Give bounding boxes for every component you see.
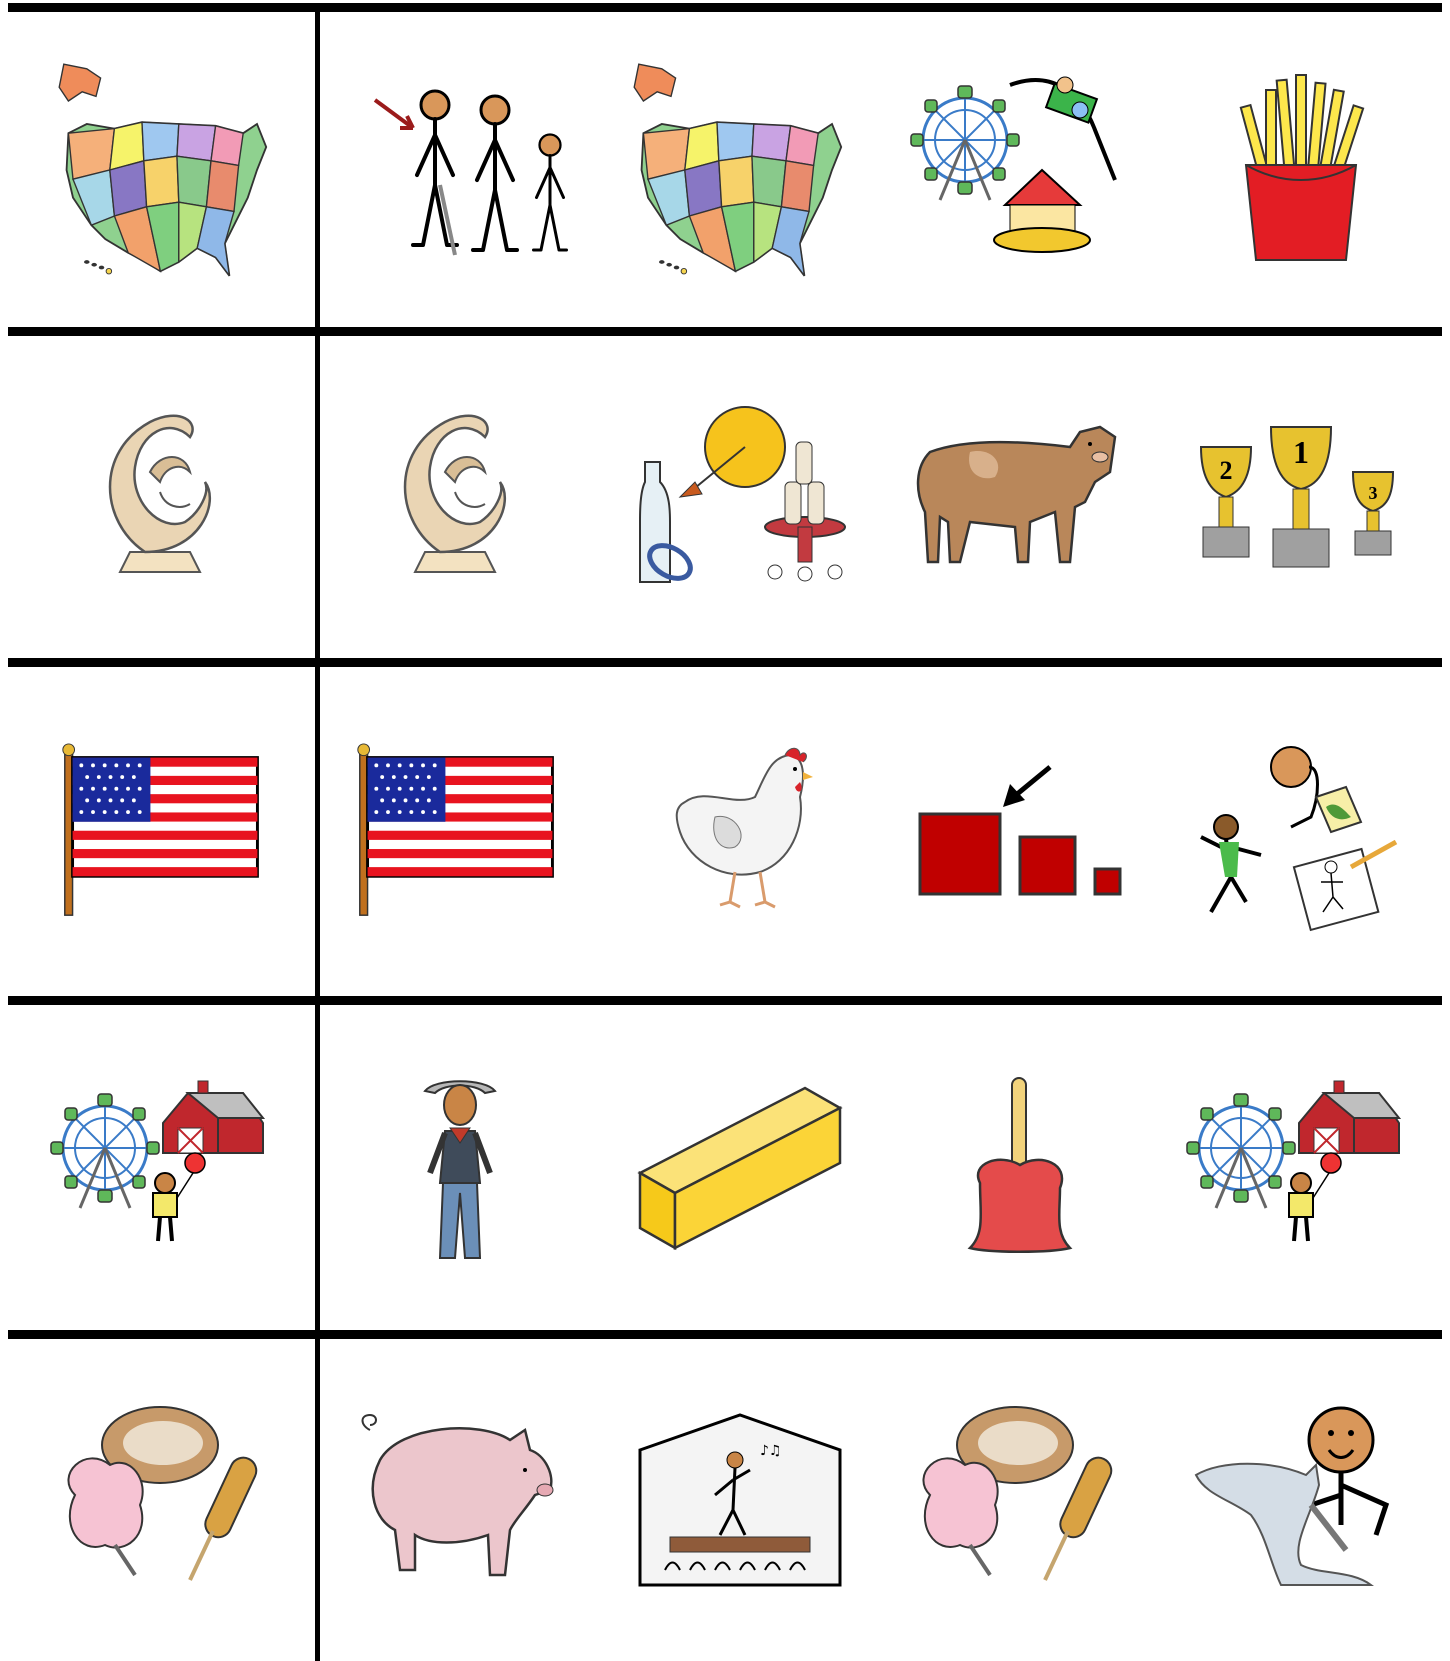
sculpture-icon	[385, 407, 535, 587]
county-fair-icon	[55, 1073, 275, 1263]
american-flag-icon	[60, 742, 270, 922]
choice-cell-row-5-4[interactable]	[1160, 1339, 1442, 1661]
trophy-first-label: 1	[1293, 434, 1309, 470]
old-person-pointing-icon	[345, 80, 575, 260]
music-stage-icon	[635, 1410, 845, 1590]
row-divider-2	[8, 658, 1442, 667]
carnival-games-icon	[630, 402, 850, 592]
county-fair-icon	[1191, 1073, 1411, 1263]
choice-cell-row-3-2[interactable]	[600, 667, 880, 996]
fair-food-icon	[55, 1405, 275, 1595]
biggest-size-icon	[915, 762, 1125, 902]
chicken-icon	[665, 747, 815, 917]
choice-cell-row-5-2[interactable]	[600, 1339, 880, 1661]
candy-apple-icon	[960, 1073, 1080, 1263]
row-divider-3	[8, 996, 1442, 1005]
french-fries-icon	[1231, 75, 1371, 265]
cow-icon	[910, 412, 1130, 582]
choice-cell-row-4-2[interactable]	[600, 1005, 880, 1330]
choice-cell-row-5-1[interactable]	[320, 1339, 600, 1661]
choice-cell-row-1-4[interactable]	[1160, 12, 1442, 327]
trophy-second-label: 2	[1219, 456, 1233, 485]
fair-food-icon	[910, 1405, 1130, 1595]
cowboy-icon	[415, 1073, 505, 1263]
target-cell-row-5[interactable]	[20, 1339, 310, 1661]
choice-cell-row-3-1[interactable]	[320, 667, 600, 996]
pig-icon	[360, 1410, 560, 1590]
row-divider-4	[8, 1330, 1442, 1339]
target-cell-row-3[interactable]	[20, 667, 310, 996]
choice-cell-row-2-3[interactable]	[880, 336, 1160, 658]
usa-map-icon	[50, 55, 280, 285]
target-cell-row-2[interactable]	[20, 336, 310, 658]
choice-cell-row-5-3[interactable]	[880, 1339, 1160, 1661]
choice-cell-row-2-1[interactable]	[320, 336, 600, 658]
choice-cell-row-1-1[interactable]	[320, 12, 600, 327]
choice-cell-row-1-3[interactable]	[880, 12, 1160, 327]
choice-cell-row-3-4[interactable]	[1160, 667, 1442, 996]
choice-cell-row-2-4[interactable]	[1160, 336, 1442, 658]
row-divider-1	[8, 327, 1442, 336]
trophy-third-label: 3	[1368, 483, 1378, 503]
trophies-icon	[1191, 417, 1411, 577]
choice-cell-row-1-2[interactable]	[600, 12, 880, 327]
choice-cell-row-4-4[interactable]	[1160, 1005, 1442, 1330]
american-flag-icon	[355, 742, 565, 922]
butter-stick-icon	[635, 1083, 845, 1253]
carnival-rides-icon	[910, 70, 1130, 270]
choice-cell-row-4-3[interactable]	[880, 1005, 1160, 1330]
target-cell-row-1[interactable]	[20, 12, 310, 327]
row-divider-top	[8, 3, 1442, 12]
ice-sculpture-carving-icon	[1191, 1405, 1411, 1595]
kids-activities-icon	[1191, 737, 1411, 927]
target-cell-row-4[interactable]	[20, 1005, 310, 1330]
sculpture-icon	[90, 407, 240, 587]
choice-cell-row-3-3[interactable]	[880, 667, 1160, 996]
choice-cell-row-2-2[interactable]	[600, 336, 880, 658]
usa-map-icon	[625, 55, 855, 285]
choice-cell-row-4-1[interactable]	[320, 1005, 600, 1330]
music-notes-icon: ♪♫	[760, 1443, 782, 1459]
